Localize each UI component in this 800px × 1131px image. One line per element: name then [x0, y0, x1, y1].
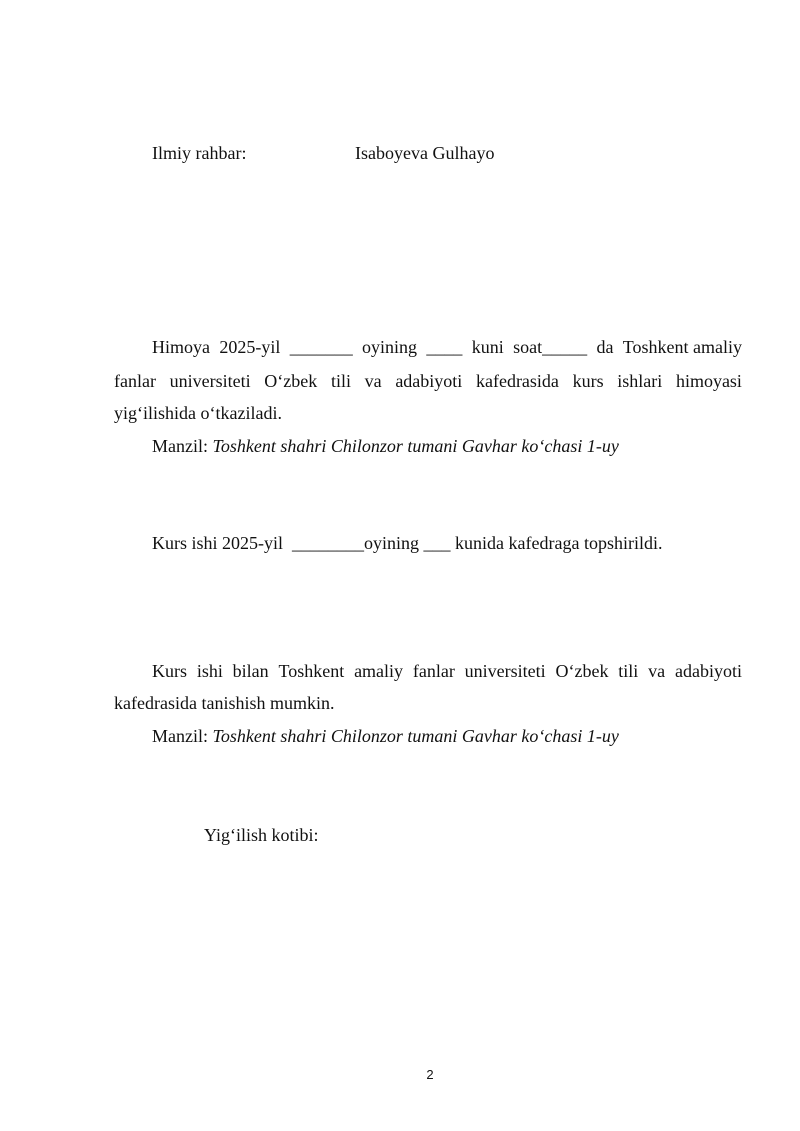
word: fanlar — [114, 371, 156, 391]
word: kuni — [471, 337, 504, 357]
word: kurs — [572, 371, 604, 391]
page-number: 2 — [426, 1067, 434, 1082]
word: ishi — [196, 661, 223, 681]
secretary-label: Yig‘ilish kotibi: — [204, 825, 319, 845]
defense-line-3: yig‘ilishida o‘tkaziladi. — [114, 403, 282, 423]
defense-address — [152, 435, 619, 457]
word: bilan — [232, 661, 269, 681]
word: soat_____ — [513, 337, 588, 357]
word: adabiyoti — [674, 661, 742, 681]
familiarization-address-value: Toshkent shahri Chilonzor tumani Gavhar ko‘chasi 1-uy — [212, 726, 619, 746]
word: universiteti — [464, 661, 546, 681]
familiarization-address — [152, 725, 619, 747]
word: amaliy — [354, 661, 404, 681]
word: tili — [330, 371, 351, 391]
defense-address-value: Toshkent shahri Chilonzor tumani Gavhar ko‘chasi 1-uy — [212, 436, 619, 456]
supervisor-label: Ilmiy rahbar: — [152, 143, 247, 163]
word: O‘zbek — [264, 371, 318, 391]
familiarization-line-2: kafedrasida tanishish mumkin. — [114, 693, 335, 713]
familiarization-address-label: Manzil: — [152, 726, 208, 746]
submission-text: Kurs ishi 2025-yil ________oyining ___ kunida kafedraga topshirildi. — [152, 533, 663, 553]
word: Toshkent — [278, 661, 345, 681]
word: kafedrasida — [475, 371, 559, 391]
word: adabiyoti — [395, 371, 463, 391]
word: himoyasi — [675, 371, 742, 391]
defense-address-label: Manzil: — [152, 436, 208, 456]
word: ishlari — [617, 371, 663, 391]
word: da — [596, 337, 614, 357]
word: fanlar — [412, 661, 455, 681]
word: ____ — [426, 337, 463, 357]
familiarization-line-1 — [152, 660, 742, 682]
word: Toshkent amaliy — [622, 337, 742, 357]
word: va — [364, 371, 382, 391]
word: oyining — [362, 337, 418, 357]
word: _______ — [289, 337, 353, 357]
supervisor-name: Isaboyeva Gulhayo — [355, 143, 495, 163]
defense-line-1 — [152, 336, 742, 358]
word: Himoya — [152, 337, 210, 357]
defense-line-2 — [114, 370, 742, 392]
word: 2025-yil — [219, 337, 281, 357]
word: tili — [618, 661, 639, 681]
word: Kurs — [152, 661, 187, 681]
word: O‘zbek — [555, 661, 609, 681]
word: va — [648, 661, 666, 681]
word: universiteti — [169, 371, 251, 391]
